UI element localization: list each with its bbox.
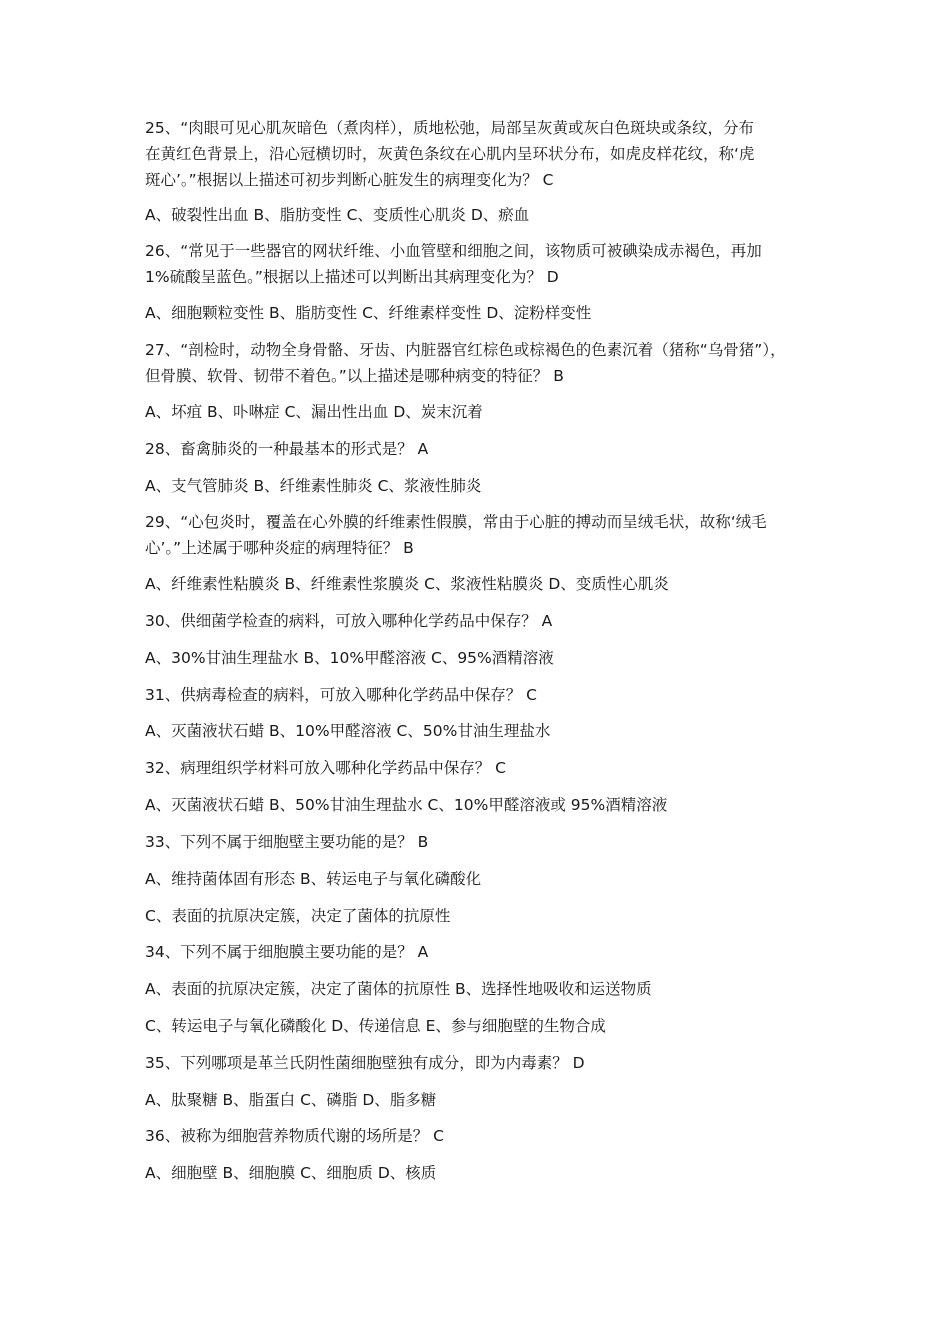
question-36-line-1: 36、被称为细胞营养物质代谢的场所是？ C [145, 1127, 444, 1145]
question-27-options: A、坏疽 B、卟啉症 C、漏出性出血 D、炭末沉着 [145, 403, 483, 421]
question-35-options: A、肽聚糖 B、脂蛋白 C、磷脂 D、脂多糖 [145, 1091, 437, 1109]
question-26-line-1: 26、“常见于一些器官的网状纤维、小血管壁和细胞之间，该物质可被碘染成赤褐色，再加 [145, 242, 762, 260]
question-28-line-1: 28、畜禽肺炎的一种最基本的形式是？ A [145, 440, 429, 458]
question-25-options: A、破裂性出血 B、脂肪变性 C、变质性心肌炎 D、瘀血 [145, 206, 530, 224]
question-29-line-2: 心’。”上述属于哪种炎症的病理特征？ B [145, 539, 414, 557]
question-31-line-1: 31、供病毒检查的病料，可放入哪种化学药品中保存？ C [145, 686, 537, 704]
question-30-line-1: 30、供细菌学检查的病料，可放入哪种化学药品中保存？ A [145, 612, 553, 630]
question-34-options-2: C、转运电子与氧化磷酸化 D、传递信息 E、参与细胞壁的生物合成 [145, 1017, 606, 1035]
question-34-options-1: A、表面的抗原决定簇，决定了菌体的抗原性 B、选择性地吸收和运送物质 [145, 980, 652, 998]
question-26-line-2: 1%硫酸呈蓝色。”根据以上描述可以判断出其病理变化为？ D [145, 268, 559, 286]
question-27-line-1: 27、“剖检时，动物全身骨骼、牙齿、内脏器官红棕色或棕褐色的色素沉着（猪称“乌骨猪”）， [145, 341, 786, 359]
question-32-line-1: 32、病理组织学材料可放入哪种化学药品中保存？ C [145, 759, 506, 777]
question-33-options-2: C、表面的抗原决定簇，决定了菌体的抗原性 [145, 907, 451, 925]
question-30-options: A、30%甘油生理盐水 B、10%甲醛溶液 C、95%酒精溶液 [145, 649, 554, 667]
question-36-options: A、细胞壁 B、细胞膜 C、细胞质 D、核质 [145, 1164, 437, 1182]
question-33-line-1: 33、下列不属于细胞壁主要功能的是？ B [145, 833, 429, 851]
question-29-options: A、纤维素性粘膜炎 B、纤维素性浆膜炎 C、浆液性粘膜炎 D、变质性心肌炎 [145, 575, 669, 593]
question-35-line-1: 35、下列哪项是革兰氏阴性菌细胞壁独有成分，即为内毒素？ D [145, 1054, 585, 1072]
question-25-line-2: 在黄红色背景上，沿心冠横切时，灰黄色条纹在心肌内呈环状分布，如虎皮样花纹，称‘虎 [145, 145, 755, 163]
question-29-line-1: 29、“心包炎时，覆盖在心外膜的纤维素性假膜，常由于心脏的搏动而呈绒毛状，故称‘绒毛 [145, 513, 767, 531]
question-33-options-1: A、维持菌体固有形态 B、转运电子与氧化磷酸化 [145, 870, 482, 888]
question-27-line-2: 但骨膜、软骨、韧带不着色。”以上描述是哪种病变的特征？ B [145, 367, 564, 385]
question-34-line-1: 34、下列不属于细胞膜主要功能的是？ A [145, 943, 429, 961]
question-31-options: A、灭菌液状石蜡 B、10%甲醛溶液 C、50%甘油生理盐水 [145, 722, 551, 740]
question-32-options: A、灭菌液状石蜡 B、50%甘油生理盐水 C、10%甲醛溶液或 95%酒精溶液 [145, 796, 668, 814]
question-28-options: A、支气管肺炎 B、纤维素性肺炎 C、浆液性肺炎 [145, 477, 482, 495]
question-26-options: A、细胞颗粒变性 B、脂肪变性 C、纤维素样变性 D、淀粉样变性 [145, 304, 592, 322]
question-25-line-3: 斑心’。”根据以上描述可初步判断心脏发生的病理变化为？ C [145, 171, 554, 189]
question-25-line-1: 25、“肉眼可见心肌灰暗色（煮肉样），质地松弛，局部呈灰黄或灰白色斑块或条纹，分布 [145, 119, 755, 137]
